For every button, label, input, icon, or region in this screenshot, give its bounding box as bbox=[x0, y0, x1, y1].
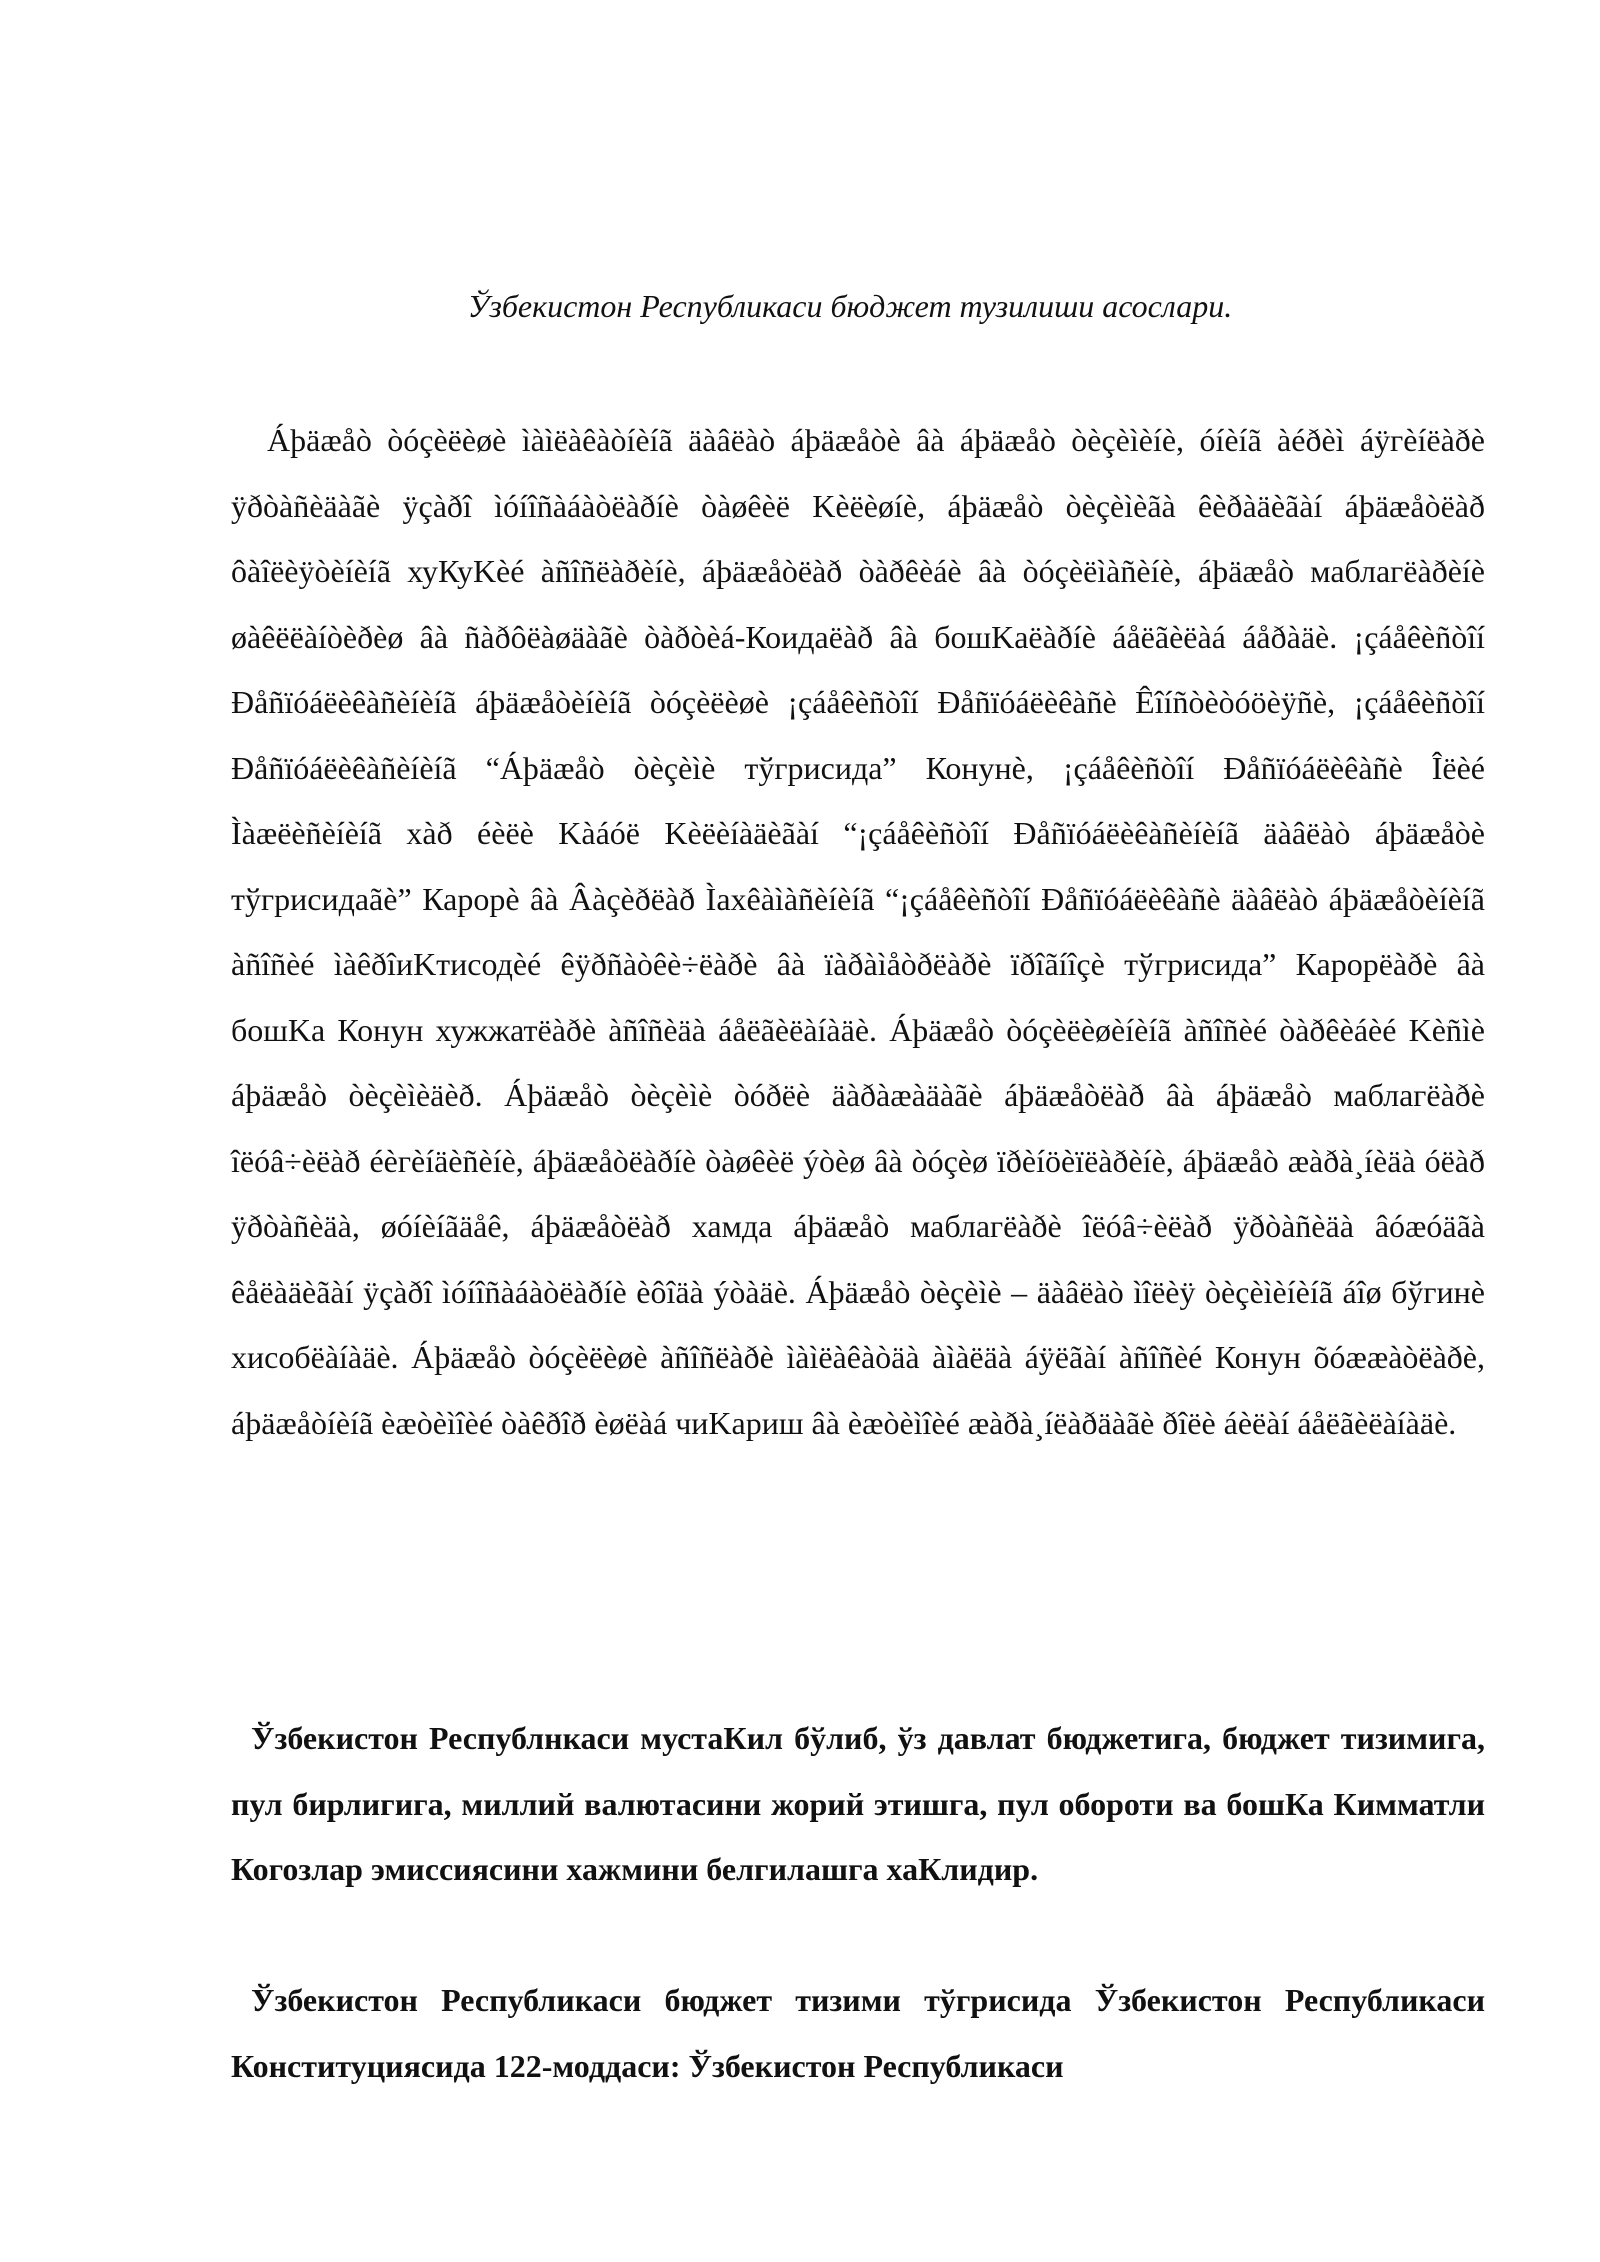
bold-paragraph: Ўзбекистон Республикаси бюджет тизими тўгрисида Ўзбекистон Республикаси Конституциясида 122-моддаси: Ўзбекистон Республикаси bbox=[231, 1982, 1485, 2084]
bold-paragraph: Ўзбекистон Республнкаси мустаКил бўлиб, ўз давлат бюджетига, бюджет тизимига, пул бирлигига, миллий валютасини жорий этишга, пул обороти ва бошКа Кимматли Когозлар эмиссиясини хажмини белгилашга хаКлидир. bbox=[231, 1720, 1485, 1887]
document-title: Ўзбекистон Республикаси бюджет тузилиши асослари. bbox=[467, 288, 1233, 324]
body-paragraph: Áþäæåò òóçèëèøè ìàìëàêàòíèíã äàâëàò áþäæåòè âà áþäæåò òèçèìèíè, óíèíã àéðèì áÿгèíëàðè ÿðòàñèäàãè ÿçàðî ìóíîñàáàòëàðíè òàøêèë Kèëèøíè, áþäæåò òèçèìèãà êèðàäèãàí áþäæåòëàð ôàîëèÿòèíèíã хуКуKèé àñîñëàðèíè, áþäæåòëàð òàðêèáè âà òóçèëìàñèíè, áþäæåò маблагëàðèíè øàêëëàíòèðèø âà ñàðôëàøäàãè òàðòèá-Коидаëàð âà бошKаëàðíè áåëãèëàá áåðàäè. ¡çáåêèñòîí Ðåñïóáëèêàñèíèíã áþäæåòèíèíã òóçèëèøè ¡çáåêèñòîí Ðåñïóáëèêàñè Êîíñòèòóöèÿñè, ¡çáåêèñòîí Ðåñïóáëèêàñèíèíã “Áþäæåò òèçèìè тўгрисида” Конунè, ¡çáåêèñòîí Ðåñïóáëèêàñè Îëèé Ìàæëèñèíèíã хàð éèëè Kàáóë Kèëèíàäèãàí “¡çáåêèñòîí Ðåñïóáëèêàñèíèíã äàâëàò áþäæåòè тўгрисидаãè” Карорè âà Âàçèðëàð Ìахêàìàñèíèíã “¡çáåêèñòîí Ðåñïóáëèêàñè äàâëàò áþäæåòèíèíã àñîñèé ìàêðîиKтисодèé êÿðñàòêè÷ëàðè âà ïàðàìåòðëàðè ïðîãíîçè тўгрисида” Карорëàðè âà бошKа Конун хужжатëàðè àñîñèäà áåëãèëàíàäè. Áþäæåò òóçèëèøèíèíã àñîñèé òàðêèáèé Kèñìè áþäæåò òèçèìèäèð. Áþäæåò òèçèìè òóðëè äàðàæàäàãè áþäæåòëàð âà áþäæåò маблагëàðè îëóâ÷èëàð éèгèíäèñèíè, áþäæåòëàðíè òàøêèë ýòèø âà òóçèø ïðèíöèïëàðèíè, áþäæåò æàðà¸íèäà óëàð ÿðòàñèäà, øóíèíãäåê, áþäæåòëàð хамда áþäæåò маблагëàðè îëóâ÷èëàð ÿðòàñèäà âóæóäãà êåëàäèãàí ÿçàðî ìóíîñàáàòëàðíè èôîäà ýòàäè. Áþäæåò òèçèìè – äàâëàò ìîëèÿ òèçèìèíèíã áîø бўгинè хисобëàíàäè. Áþäæåò òóçèëèøè àñîñëàðè ìàìëàêàòäà àìàëäà áÿëãàí àñîñèé Конун õóææàòëàðè, áþäæåòíèíã èæòèìîèé òàêðîð èøëàá чиKариш âà èæòèìîèé æàðà¸íëàðäàãè ðîëè áèëàí áåëãèëàíàäè. bbox=[231, 422, 1485, 1441]
